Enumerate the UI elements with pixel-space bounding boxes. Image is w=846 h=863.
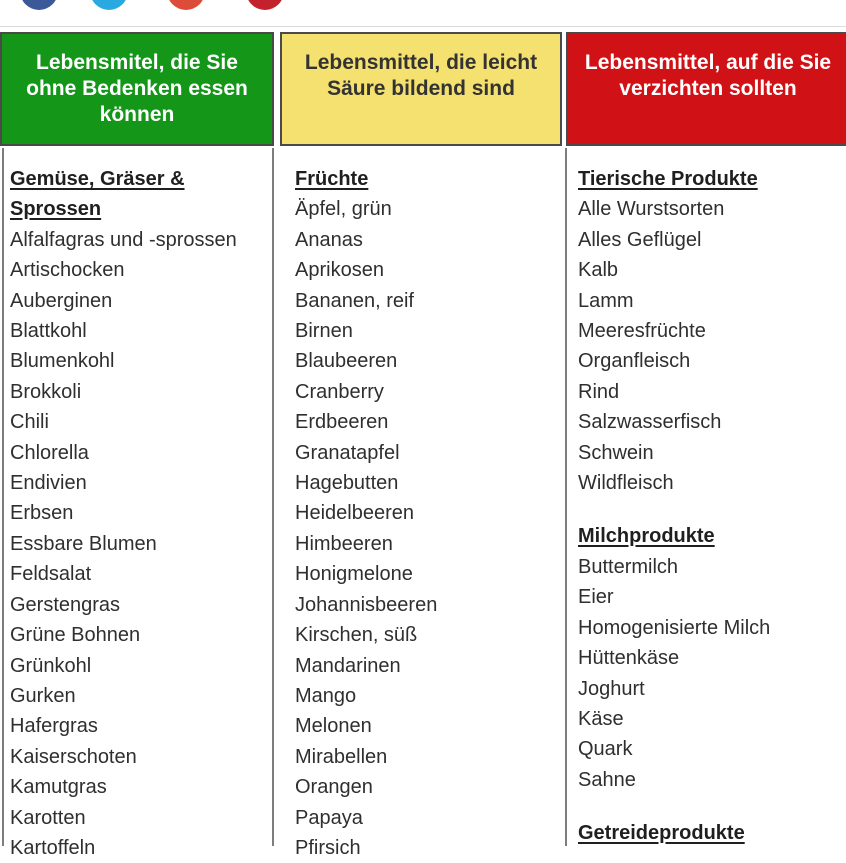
list-item: Hafergras bbox=[10, 715, 98, 738]
section-title: Getreideprodukte bbox=[578, 822, 745, 845]
list-item: Erdbeeren bbox=[295, 411, 389, 434]
list-item: Cranberry bbox=[295, 380, 384, 403]
list-item: Organfleisch bbox=[578, 350, 691, 373]
list-item: Bananen, reif bbox=[295, 289, 414, 312]
list-item: Alles Geflügel bbox=[578, 228, 702, 251]
list-item: Ananas bbox=[295, 228, 363, 251]
list-item: Heidelbeeren bbox=[295, 502, 414, 525]
list-item: Blattkohl bbox=[10, 320, 87, 343]
column-header-line: Lebensmitel, die Sie bbox=[36, 51, 238, 74]
column-avoid bbox=[566, 32, 846, 849]
column-separator-1 bbox=[272, 148, 274, 846]
list-item: Orangen bbox=[295, 776, 373, 799]
list-item: Käse bbox=[578, 707, 624, 730]
list-item: Kirschen, süß bbox=[295, 624, 418, 647]
list-item: Hagebutten bbox=[295, 472, 399, 495]
list-item: Grüne Bohnen bbox=[10, 624, 141, 647]
list-item: Karotten bbox=[10, 806, 86, 829]
list-item: Erbsen bbox=[10, 502, 74, 525]
list-item: Quark bbox=[578, 738, 633, 761]
column-separator-left bbox=[2, 148, 4, 846]
column-header-line: Säure bildend sind bbox=[327, 77, 515, 100]
list-item: Grünkohl bbox=[10, 654, 92, 677]
column-header-line: verzichten sollten bbox=[619, 77, 797, 100]
list-item: Homogenisierte Milch bbox=[578, 616, 771, 639]
list-item: Kaiserschoten bbox=[10, 745, 137, 768]
list-item: Melonen bbox=[295, 715, 372, 738]
list-item: Gurken bbox=[10, 684, 76, 707]
food-section bbox=[10, 164, 268, 863]
section-title: Milchprodukte bbox=[578, 525, 715, 548]
list-item: Alfalfagras und -sprossen bbox=[10, 228, 237, 251]
list-item: Johannisbeeren bbox=[295, 593, 438, 616]
column-header-line: Lebensmittel, die leicht bbox=[304, 51, 538, 74]
column-header-line: können bbox=[99, 103, 175, 126]
top-divider bbox=[0, 26, 846, 27]
list-item: Birnen bbox=[295, 320, 353, 343]
section-title: Gemüse, Gräser & Sprossen bbox=[10, 168, 185, 221]
column-body-slightly-acid-forming bbox=[280, 146, 562, 863]
list-item: Granatapfel bbox=[295, 441, 400, 464]
list-item: Lamm bbox=[578, 289, 634, 312]
column-header-line: Lebensmittel, auf die Sie bbox=[584, 51, 832, 74]
list-item: Salzwasserfisch bbox=[578, 411, 722, 434]
list-item: Joghurt bbox=[578, 677, 645, 700]
list-item: Sahne bbox=[578, 768, 636, 791]
list-item: Pfirsich bbox=[295, 836, 361, 859]
list-item: Rind bbox=[578, 380, 620, 403]
list-item: Artischocken bbox=[10, 259, 125, 282]
list-item: Feldsalat bbox=[10, 563, 92, 586]
food-section bbox=[578, 818, 846, 848]
list-item: Eier bbox=[578, 586, 614, 609]
list-item: Mirabellen bbox=[295, 745, 388, 768]
list-item: Schwein bbox=[578, 441, 654, 464]
list-item: Brokkoli bbox=[10, 380, 82, 403]
column-header-line: ohne Bedenken essen bbox=[26, 77, 248, 100]
column-body-avoid bbox=[566, 146, 846, 849]
column-header-slightly-acid-forming bbox=[280, 32, 562, 146]
twitter-share-icon[interactable] bbox=[90, 0, 128, 10]
list-item: Honigmelone bbox=[295, 563, 413, 586]
list-item: Papaya bbox=[295, 806, 363, 829]
list-item: Endivien bbox=[10, 472, 87, 495]
pinterest-share-icon[interactable] bbox=[246, 0, 284, 10]
list-item: Meeresfrüchte bbox=[578, 320, 706, 343]
list-item: Äpfel, grün bbox=[295, 198, 392, 221]
list-item: Chlorella bbox=[10, 441, 89, 464]
food-section bbox=[295, 164, 554, 863]
column-body-eat-freely bbox=[0, 146, 274, 863]
list-item: Blaubeeren bbox=[295, 350, 398, 373]
list-item: Himbeeren bbox=[295, 532, 393, 555]
section-title: Früchte bbox=[295, 168, 369, 190]
list-item: Gerstengras bbox=[10, 593, 121, 616]
column-header-avoid bbox=[566, 32, 846, 146]
food-section bbox=[578, 521, 846, 795]
list-item: Kamutgras bbox=[10, 776, 107, 799]
list-item: Buttermilch bbox=[578, 555, 679, 578]
list-item: Hüttenkäse bbox=[578, 647, 680, 670]
list-item: Wildfleisch bbox=[578, 472, 674, 495]
list-item: Mango bbox=[295, 684, 357, 707]
column-header-eat-freely bbox=[0, 32, 274, 146]
list-item: Kartoffeln bbox=[10, 836, 96, 859]
facebook-share-icon[interactable] bbox=[20, 0, 58, 10]
column-eat-freely bbox=[0, 32, 274, 863]
list-item: Alle Wurstsorten bbox=[578, 198, 725, 221]
list-item: Aprikosen bbox=[295, 259, 384, 282]
column-separator-2 bbox=[565, 148, 567, 846]
google-plus-share-icon[interactable] bbox=[167, 0, 205, 10]
column-slightly-acid-forming bbox=[280, 32, 562, 863]
list-item: Essbare Blumen bbox=[10, 532, 157, 555]
list-item: Mandarinen bbox=[295, 654, 401, 677]
section-title: Tierische Produkte bbox=[578, 168, 758, 190]
list-item: Auberginen bbox=[10, 289, 113, 312]
list-item: Blumenkohl bbox=[10, 350, 115, 373]
list-item: Kalb bbox=[578, 259, 619, 282]
food-section bbox=[578, 164, 846, 498]
list-item: Chili bbox=[10, 411, 49, 434]
